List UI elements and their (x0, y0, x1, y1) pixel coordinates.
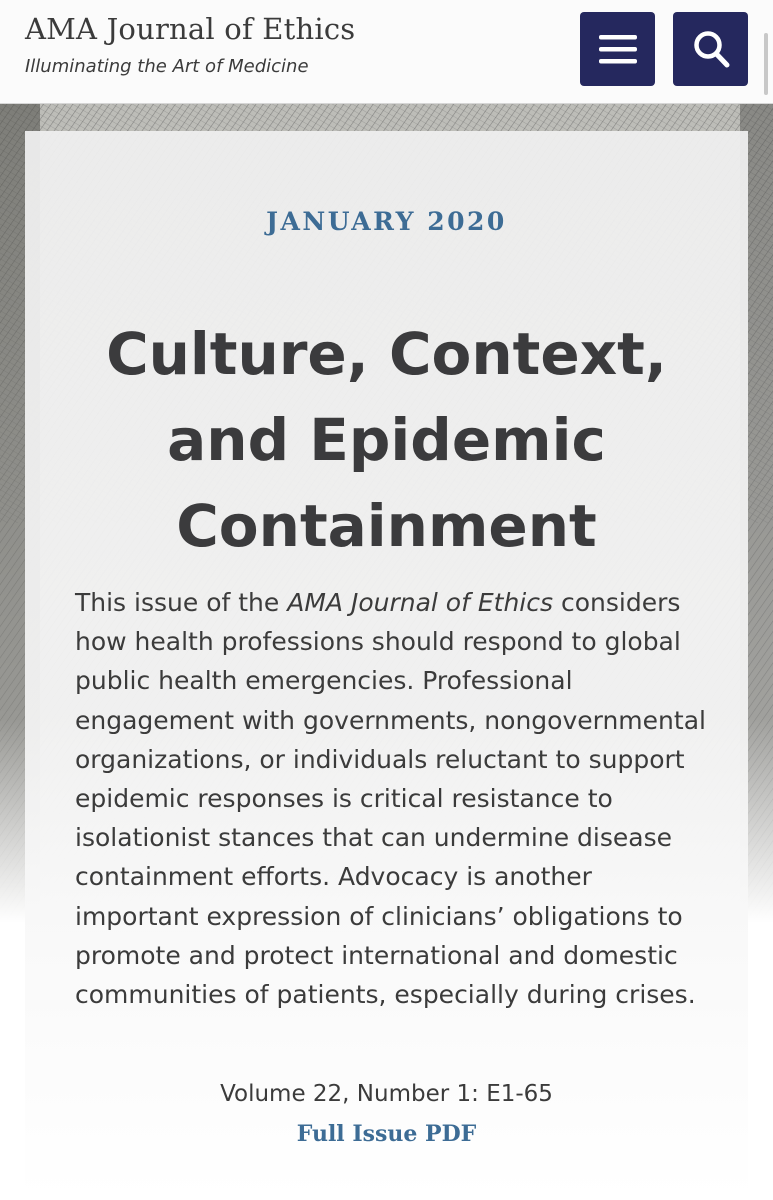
scrollbar[interactable] (764, 33, 768, 95)
site-header (0, 0, 773, 104)
issue-title-line: and Epidemic (167, 406, 606, 474)
volume-info: Volume 22, Number 1: E1-65 (220, 1081, 553, 1107)
menu-button[interactable] (580, 12, 655, 86)
search-button[interactable] (673, 12, 748, 86)
issue-title-line: Culture, Context, (106, 320, 667, 388)
issue-title-line: Containment (176, 492, 597, 560)
full-issue-pdf-link[interactable]: Full Issue PDF (296, 1121, 477, 1147)
issue-date: JANUARY 2020 (266, 207, 507, 236)
journal-name: AMA Journal of Ethics (287, 588, 554, 617)
search-icon (691, 29, 731, 69)
issue-description (75, 583, 715, 1014)
site-title[interactable]: AMA Journal of Ethics (25, 12, 356, 46)
site-tagline: Illuminating the Art of Medicine (25, 56, 309, 77)
hamburger-menu-icon (598, 32, 638, 66)
description-text: considers how health professions should respond to global public health emergencies. Professional engagement with governments, nongovernmental organizations, or individuals reluctant to support epidemic responses is critical resistance to isolationist stances that can undermine disease containment efforts. Advocacy is another important expression of clinicians’ obligations to promote and protect international and domestic communities of patients, especially during crises. (75, 588, 706, 1010)
description-text: This issue of the (75, 588, 288, 617)
issue-title (25, 311, 748, 569)
